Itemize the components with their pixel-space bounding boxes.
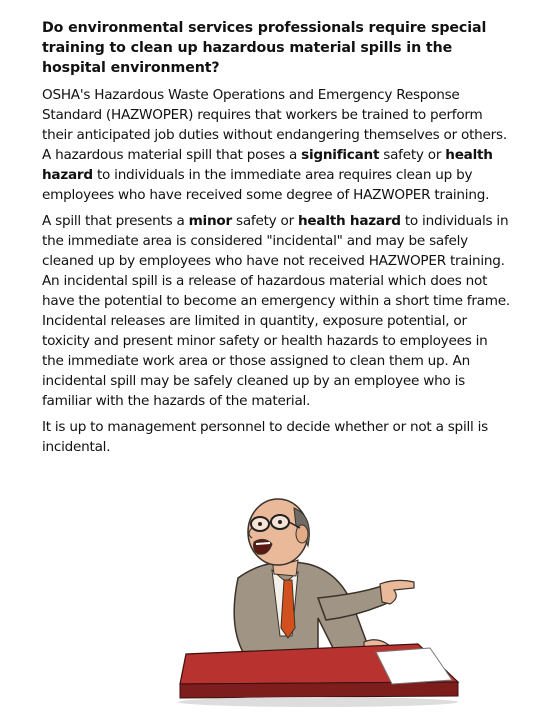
document-page [42,18,512,463]
manager-at-desk-drawing [168,486,468,710]
paragraph-text: safety or [231,213,298,229]
paragraph-text: A spill that presents a [42,213,189,229]
paragraph-hazwoper [42,85,512,205]
paragraph-management-decision: It is up to management personnel to decide whether or not a spill is incidental. [42,419,488,455]
bold-term: health hazard [298,213,401,229]
paragraph-text: OSHA's Hazardous Waste Operations and Emergency Response Standard (HAZWOPER) requires that workers be trained to perform their anticipated job duties without endangering themselves or others. A hazardous material spill that poses a [42,87,507,163]
question-heading: Do environmental services professionals require special training to clean up hazardous material spills in the hospital environment? [42,20,487,76]
paragraph-incidental-spill [42,211,512,411]
paragraph-text: to individuals in the immediate area is considered "incidental" and may be safely cleaned up by employees who have not received HAZWOPER training. An incidental spill is a release of hazardous material which does not have the potential to become an emergency within a short time frame. Incidental releases are limited in quantity, exposure potential, or toxicity and present minor safety or health hazards to employees in the immediate work area or those assigned to clean them up. An incidental spill may be safely cleaned up by an employee who is familiar with the hazards of the material. [42,213,510,409]
bold-term: significant [301,147,380,163]
bold-term: minor [188,213,232,229]
paragraph-text: safety or [379,147,446,163]
paragraph-text: to individuals in the immediate area requires clean up by employees who have received some degree of HAZWOPER training. [42,167,490,203]
pointing-manager-illustration [168,486,468,710]
bold-term: health hazard [42,147,493,183]
